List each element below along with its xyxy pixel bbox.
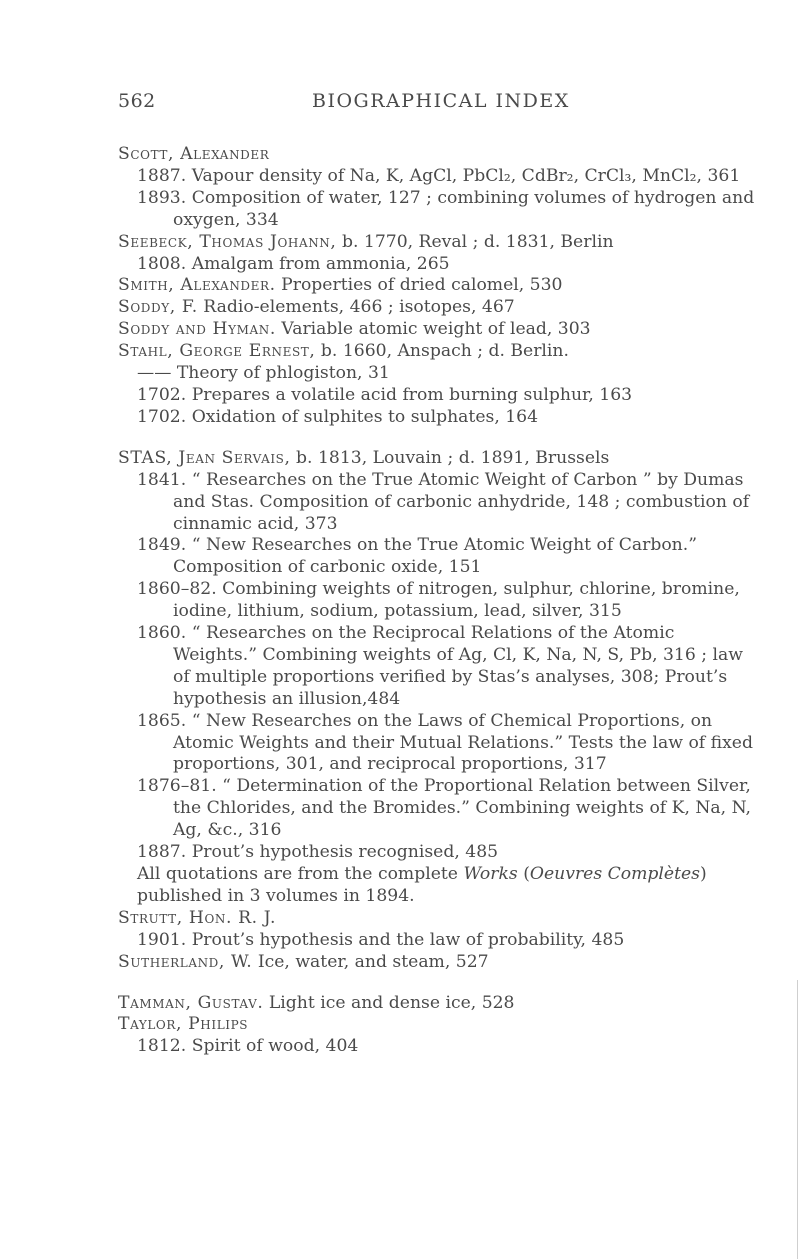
entry-year: 1849. [137, 535, 187, 556]
note-italic: Oeuvres Complètes [529, 864, 701, 884]
note-text: ( [517, 864, 530, 884]
entry-text: “ New Researches on the True Atomic Weight of Carbon.” Composition of carbonic oxide, 151 [173, 535, 697, 578]
entry-text: Theory of phlogiston, 31 [176, 363, 390, 384]
index-entry-seebeck [118, 232, 758, 276]
entry-year: 1808. [137, 253, 187, 274]
page-header [118, 90, 718, 120]
entry-sub [118, 579, 758, 623]
entry-text: Light ice and dense ice, 528 [268, 992, 515, 1013]
entry-year: 1887. [137, 842, 187, 863]
entry-text: Properties of dried calomel, 530 [281, 275, 563, 296]
entry-sub [118, 188, 758, 232]
entry-text: Spirit of wood, 404 [191, 1036, 359, 1057]
index-entry-sutherland [118, 952, 758, 974]
entry-text: Vapour density of Na, K, AgCl, PbCl₂, CdBr₂, CrCl₃, MnCl₂, 361 [191, 165, 741, 186]
note-italic: Works [463, 864, 518, 884]
entry-text: “ Researches on the Reciprocal Relations of the Atomic Weights.” Combining weights of Ag, Cl, K, Na, N, S, Pb, 316 ; law of multiple proportions verified by Stas’s analyses, 308; Prout’s hypothesis an illusion,484 [173, 623, 743, 709]
page-number: 562 [118, 90, 156, 112]
entry-text: Prout’s hypothesis recognised, 485 [191, 842, 499, 863]
index-entry-soddy [118, 297, 758, 319]
entry-sub [118, 407, 758, 429]
index-entry-stas [118, 448, 758, 908]
entry-text: “ Determination of the Proportional Relation between Silver, the Chlorides, and the Bromides.” Combining weights of K, Na, N, Ag, &c., 316 [173, 776, 751, 841]
entry-name: Scott, Alexander [118, 144, 270, 164]
entry-life: b. 1813, Louvain ; d. 1891, Brussels [296, 447, 610, 468]
entry-sub [118, 254, 758, 276]
index-entry-tamman [118, 993, 758, 1015]
entry-text: Prout’s hypothesis and the law of probability, 485 [191, 929, 625, 950]
index-entry-stahl [118, 341, 758, 429]
entry-life: b. 1770, Reval ; d. 1831, Berlin [341, 231, 614, 252]
entry-sub [118, 623, 758, 711]
entry-year: 1860. [137, 623, 187, 644]
entry-year: 1901. [137, 929, 187, 950]
index-entry-smith [118, 275, 758, 297]
entry-year: 1702. [137, 384, 187, 405]
index-entry-taylor [118, 1014, 758, 1058]
entry-year: 1876–81. [137, 776, 217, 797]
entry-sub [118, 535, 758, 579]
entry-name: Taylor, Philips [118, 1014, 249, 1035]
entry-sub [118, 363, 758, 385]
entry-life: b. 1660, Anspach ; d. Berlin. [320, 341, 569, 362]
entry-text: “ New Researches on the Laws of Chemical Proportions, on Atomic Weights and their Mutual Relations.” Tests the law of fixed proportions, 301, and reciprocal proportions, 317 [173, 710, 753, 775]
entry-note [118, 864, 758, 908]
page-edge-line [797, 980, 798, 1259]
entry-text: Amalgam from ammonia, 265 [191, 253, 450, 274]
entry-text: Variable atomic weight of lead, 303 [281, 319, 591, 340]
running-head: BIOGRAPHICAL INDEX [312, 90, 570, 112]
entry-name: Soddy and Hyman. [118, 319, 276, 340]
entry-sub [118, 166, 758, 188]
entry-year: 1702. [137, 406, 187, 427]
entry-text: Oxidation of sulphites to sulphates, 164 [191, 406, 539, 427]
note-text: All quotations are from the complete [137, 864, 464, 884]
entry-sub [118, 842, 758, 864]
entry-sub [118, 776, 758, 842]
entry-year: 1887. [137, 165, 187, 186]
entry-sub [118, 470, 758, 536]
entry-name: STAS, Jean Servais, [118, 447, 291, 468]
entry-text: Combining weights of nitrogen, sulphur, chlorine, bromine, iodine, lithium, sodium, potassium, lead, silver, 315 [173, 579, 740, 622]
entry-name: Stahl, George Ernest, [118, 341, 316, 362]
entry-sub [118, 711, 758, 777]
entry-name: Tamman, Gustav. [118, 992, 264, 1013]
entry-year: 1865. [137, 710, 187, 731]
entry-year: 1860–82. [137, 579, 217, 600]
entry-text: “ Researches on the True Atomic Weight of Carbon ” by Dumas and Stas. Composition of carbonic anhydride, 148 ; combustion of cinnamic acid, 373 [173, 469, 750, 534]
index-entry-soddy-hyman [118, 319, 758, 341]
entry-name: Strutt, Hon. R. J. [118, 907, 277, 928]
entry-year: 1812. [137, 1036, 187, 1057]
index-entry-scott [118, 144, 758, 232]
entry-year: 1893. [137, 187, 187, 208]
index-entry-strutt [118, 908, 758, 952]
entry-text: Ice, water, and steam, 527 [257, 951, 489, 972]
entry-name: Sutherland, W. [118, 951, 253, 972]
note-text: ) published in 3 volumes in 1894. [137, 864, 707, 906]
entry-sub [118, 385, 758, 407]
entry-text: Prepares a volatile acid from burning sulphur, 163 [191, 384, 633, 405]
entry-year: —— [137, 363, 172, 384]
entry-text: Composition of water, 127 ; combining volumes of hydrogen and oxygen, 334 [173, 187, 755, 230]
entry-name: Seebeck, Thomas Johann, [118, 231, 337, 252]
entry-year: 1841. [137, 469, 187, 490]
entry-sub [118, 1036, 758, 1058]
index-content [118, 144, 758, 1058]
entry-text: Radio-elements, 466 ; isotopes, 467 [203, 297, 515, 318]
entry-name: Soddy, F. [118, 297, 198, 318]
entry-name: Smith, Alexander. [118, 275, 276, 296]
entry-sub [118, 930, 758, 952]
